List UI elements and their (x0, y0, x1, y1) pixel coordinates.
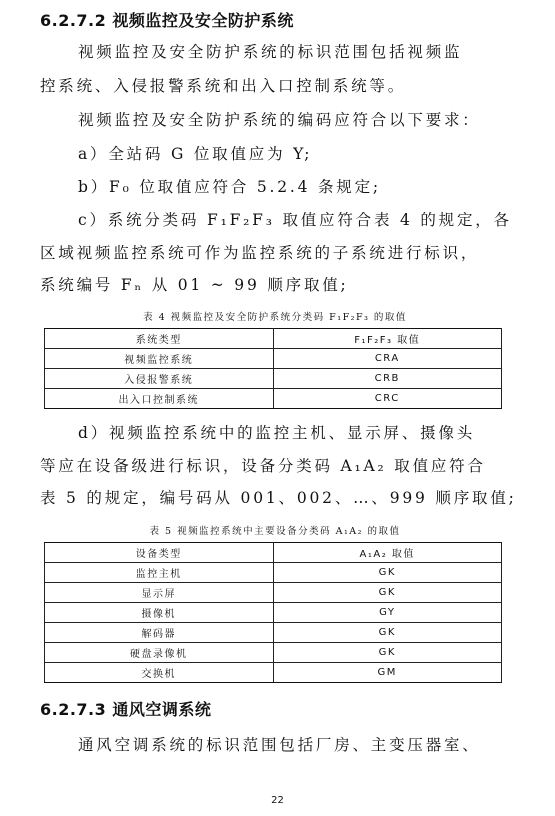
table5-caption: 表 5 视频监控系统中主要设备分类码 A₁A₂ 的取值 (149, 526, 401, 537)
table-header-cell: A₁A₂ 取值 (273, 543, 502, 563)
list-item-d-line2: 等应在设备级进行标识，设备分类码 A₁A₂ 取值应符合 (40, 457, 486, 475)
list-item-d-line3: 表 5 的规定，编号码从 001、002、…、999 顺序取值; (40, 489, 517, 507)
table4 (44, 328, 502, 409)
list-item-c-line1: c）系统分类码 F₁F₂F₃ 取值应符合表 4 的规定，各 (78, 211, 512, 229)
table-cell: 交换机 (45, 663, 274, 683)
table-row (45, 663, 502, 683)
table-row (45, 389, 502, 409)
table-row (45, 643, 502, 663)
table-row (45, 623, 502, 643)
section-heading-6273: 6.2.7.3 通风空调系统 (40, 700, 212, 719)
table-cell: CRC (273, 389, 502, 409)
table-cell: GY (273, 603, 502, 623)
table-cell: GK (273, 583, 502, 603)
list-item-c-line3: 系统编号 Fₙ 从 01 ~ 99 顺序取值; (40, 276, 349, 294)
list-item-c-line2: 区域视频监控系统可作为监控系统的子系统进行标识， (40, 244, 480, 262)
table-cell: CRB (273, 369, 502, 389)
table-header-row (45, 329, 502, 349)
table-header-cell: 系统类型 (45, 329, 274, 349)
table4-caption: 表 4 视频监控及安全防护系统分类码 F₁F₂F₃ 的取值 (143, 312, 407, 323)
page-number: 22 (271, 795, 284, 806)
list-item-b: b）F₀ 位取值应符合 5.2.4 条规定; (78, 178, 381, 196)
table-cell: GK (273, 643, 502, 663)
table-cell: 入侵报警系统 (45, 369, 274, 389)
table-cell: 出入口控制系统 (45, 389, 274, 409)
table-cell: GM (273, 663, 502, 683)
list-item-a: a）全站码 G 位取值应为 Y; (78, 145, 313, 163)
table-cell: 监控主机 (45, 563, 274, 583)
paragraph-hvac-scope: 通风空调系统的标识范围包括厂房、主变压器室、 (78, 736, 481, 754)
table-row (45, 369, 502, 389)
table-cell: 解码器 (45, 623, 274, 643)
table-row (45, 583, 502, 603)
table-row (45, 563, 502, 583)
paragraph-scope-line1: 视频监控及安全防护系统的标识范围包括视频监 (78, 43, 463, 61)
table-cell: CRA (273, 349, 502, 369)
table-cell: GK (273, 623, 502, 643)
table-cell: 视频监控系统 (45, 349, 274, 369)
table-header-row (45, 543, 502, 563)
paragraph-scope-line2: 控系统、入侵报警系统和出入口控制系统等。 (40, 77, 407, 95)
table-header-cell: 设备类型 (45, 543, 274, 563)
list-item-d-line1: d）视频监控系统中的监控主机、显示屏、摄像头 (78, 424, 476, 442)
table-cell: 显示屏 (45, 583, 274, 603)
table-row (45, 603, 502, 623)
table5 (44, 542, 502, 683)
table-cell: 硬盘录像机 (45, 643, 274, 663)
table-header-cell: F₁F₂F₃ 取值 (273, 329, 502, 349)
paragraph-requirements: 视频监控及安全防护系统的编码应符合以下要求： (78, 111, 481, 129)
table-cell: GK (273, 563, 502, 583)
section-heading-6272: 6.2.7.2 视频监控及安全防护系统 (40, 11, 294, 30)
table-row (45, 349, 502, 369)
table-cell: 摄像机 (45, 603, 274, 623)
